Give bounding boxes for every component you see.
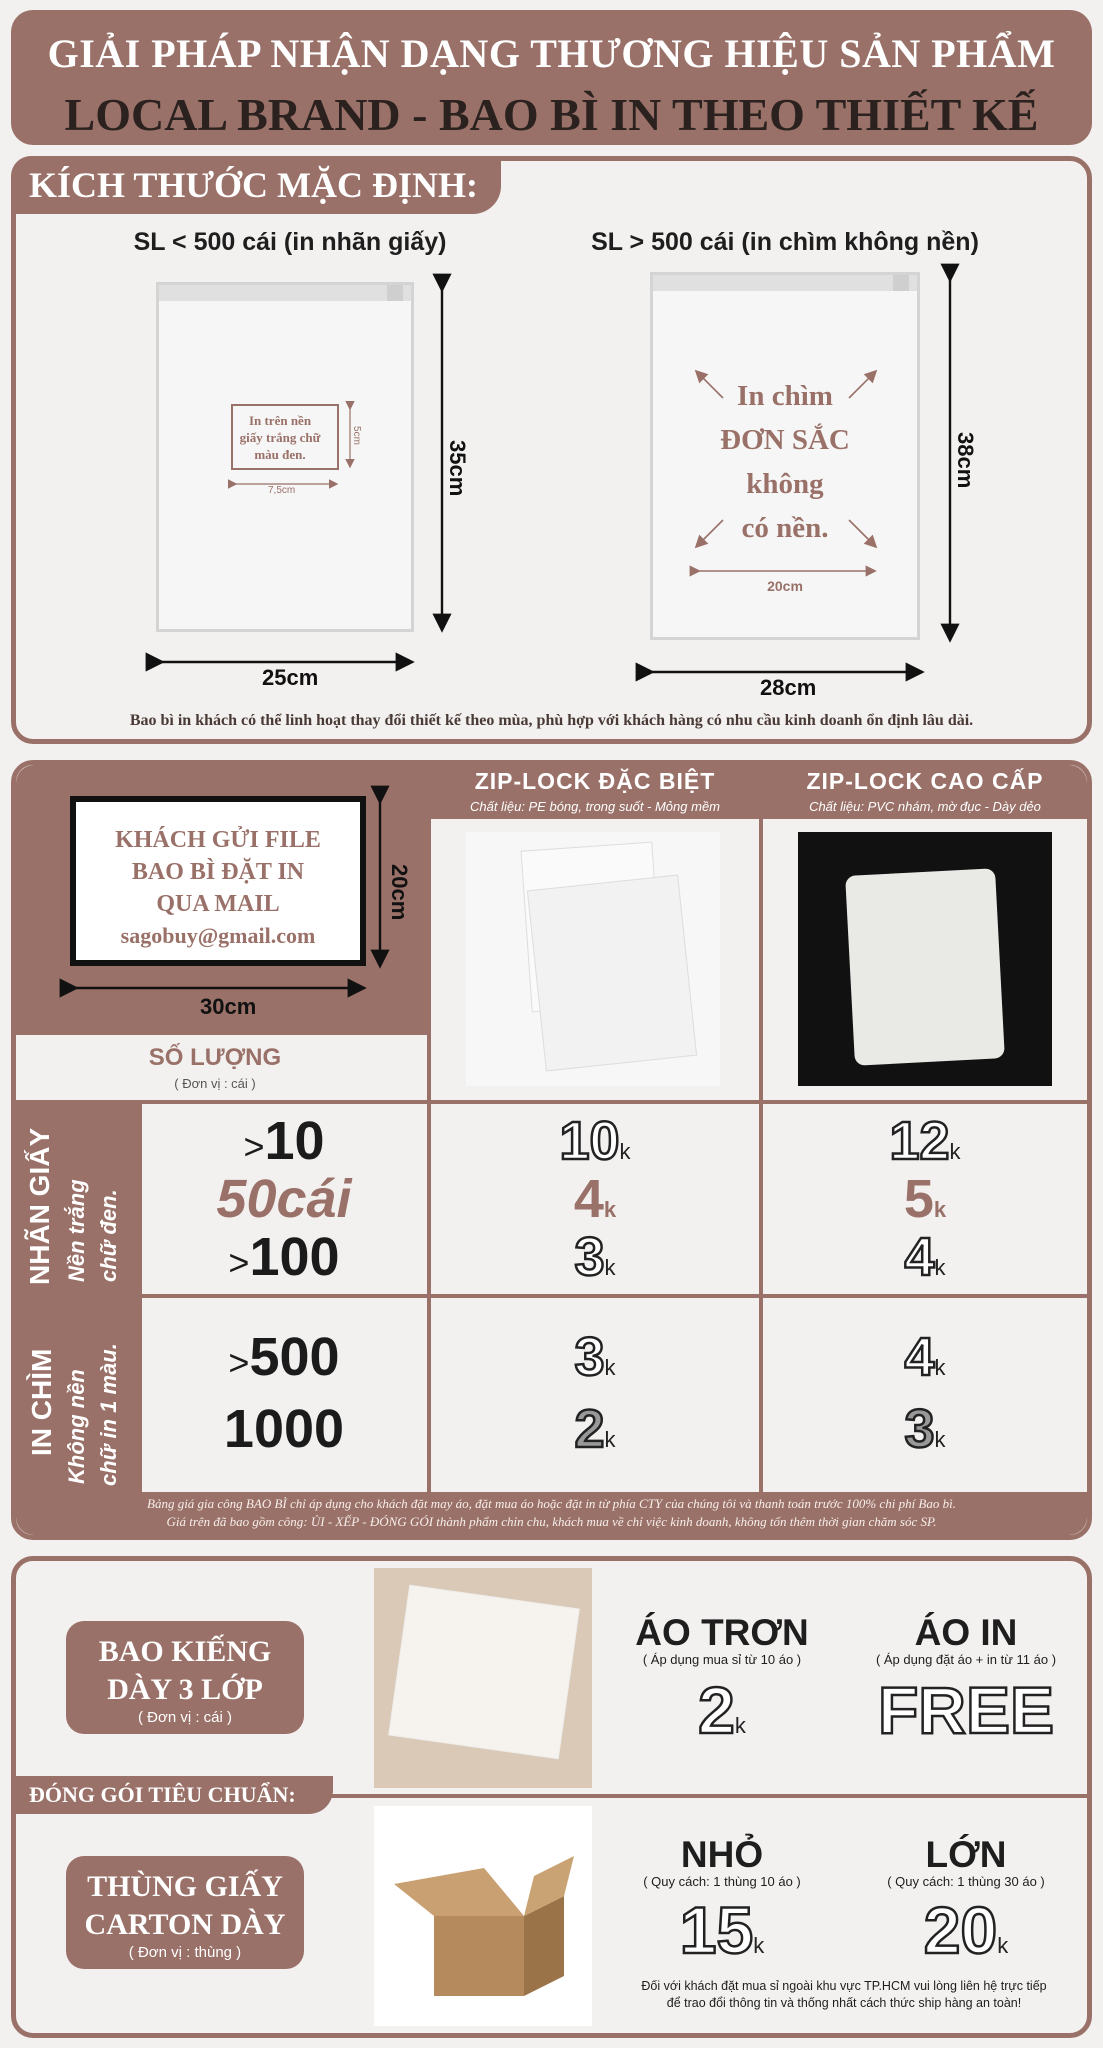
glass-bag-label [66,1621,304,1734]
g1-qty-3: >100 [228,1227,340,1287]
carton-unit: ( Đơn vị : thùng ) [128,1944,242,1961]
emboss-line-3: không [746,468,824,500]
plain-shirt-sub: ( Áp dụng mua sỉ từ 10 áo ) [642,1652,802,1667]
carton-label [66,1856,304,1969]
g2-c1-p1: 3k [574,1327,616,1387]
g1-c1-p1: 10k [559,1111,631,1171]
file-box-email[interactable]: sagobuy@gmail.com [120,923,316,948]
right-size-title: SL > 500 cái (in chìm không nền) [591,228,979,256]
g1-c2-p3: 4k [904,1227,946,1287]
left-width-label: 25cm [262,665,319,690]
col2-subtitle: Chất liệu: PVC nhám, mờ đục - Dày dẻo [809,799,1041,814]
label-width: 7,5cm [268,485,296,496]
g1-c2-p2: 5k [903,1169,947,1229]
emboss-line-4: có nền. [741,512,829,544]
g2-qty-1: >500 [228,1327,340,1387]
zip-frosted-photo [798,832,1052,1086]
g2-c2-p1: 4k [904,1327,946,1387]
shipping-note-2: để trao đổi thông tin và thống nhất cách thức ship hàng an toàn! [666,1996,1022,2010]
glass-bag-unit: ( Đơn vị : cái ) [137,1709,232,1726]
file-box-line-1: KHÁCH GỬI FILE [115,827,321,853]
right-height-label: 38cm [953,432,978,489]
file-box-height: 20cm [387,864,412,921]
carton-line-1: THÙNG GIẤY [87,1870,283,1903]
standard-packing-tab: ĐÓNG GÓI TIÊU CHUẨN: [11,1776,333,1814]
col1-title: ZIP-LOCK ĐẶC BIỆT [474,768,716,794]
printed-shirt-title: ÁO IN [914,1612,1018,1653]
group1-sub1: Nền trắng [64,1179,89,1282]
group2-sub1: Không nền [64,1369,89,1484]
g2-c2-p2: 3k [904,1399,946,1459]
small-carton-sub: ( Quy cách: 1 thùng 10 áo ) [643,1874,801,1889]
large-carton-title: LỚN [925,1834,1007,1875]
g1-qty-1: >10 [243,1111,325,1171]
size-note: Bao bì in khách có thể linh hoạt thay đổi thiết kế theo mùa, phù hợp với khách hàng có nhu cầu kinh doanh ổn định lâu dài. [129,712,974,729]
g2-qty-2: 1000 [223,1399,345,1459]
size-arrows [0,0,1103,760]
col2-title: ZIP-LOCK CAO CẤP [806,768,1044,794]
left-size-title: SL < 500 cái (in nhãn giấy) [133,228,447,256]
left-height-label: 35cm [445,440,470,497]
g1-c2-p1: 12k [889,1111,961,1171]
small-carton-price: 15k [679,1893,765,1967]
small-carton-title: NHỎ [680,1834,764,1875]
right-width-label: 28cm [760,675,817,700]
g1-c1-p3: 3k [574,1227,616,1287]
file-box-line-3: QUA MAIL [156,891,280,917]
printed-shirt-price: FREE [877,1673,1055,1747]
file-box-line-2: BAO BÌ ĐẶT IN [131,859,305,885]
price-note-1: Bảng giá gia công BAO BÌ chỉ áp dụng cho khách đặt may áo, đặt mua áo hoặc đặt in từ phía CTY của chúng tôi và thanh toán trước 100% chi phí Bao bì. [147,1496,956,1511]
file-box-width: 30cm [200,994,257,1019]
header-line-1: GIẢI PHÁP NHẬN DẠNG THƯƠNG HIỆU SẢN PHẨM [47,31,1056,76]
plain-shirt-price: 2k [698,1673,746,1747]
emboss-width: 20cm [767,578,803,594]
emboss-line-2: ĐƠN SẮC [720,424,850,456]
shipping-note [600,1978,1088,2012]
g1-qty-2: 50cái [216,1169,352,1229]
qty-unit: ( Đơn vị : cái ) [174,1076,256,1091]
carton-box-photo [374,1806,592,2026]
shipping-note-1: Đối với khách đặt mua sỉ ngoài khu vực TP.HCM vui lòng liên hệ trực tiếp [641,1979,1047,1993]
g1-c1-p2: 4k [573,1169,617,1229]
group2-sub2: chữ in 1 màu. [96,1343,121,1486]
carton-line-2: CARTON DÀY [84,1908,286,1941]
group2-title: IN CHÌM [26,1348,57,1456]
g2-c1-p2: 2k [574,1399,616,1459]
qty-header: SỐ LƯỢNG [148,1044,282,1071]
emboss-line-1: In chìm [737,380,833,412]
size-tab: KÍCH THƯỚC MẶC ĐỊNH: [11,156,501,214]
col1-subtitle: Chất liệu: PE bóng, trong suốt - Mỏng mềm [469,799,720,814]
zip-clear-photo [466,832,720,1086]
glass-bag-line-1: BAO KIẾNG [98,1635,272,1668]
price-note-2: Giá trên đã bao gồm công: ỦI - XẾP - ĐÓNG GÓI thành phẩm chỉn chu, khách mua về chỉ việc kinh doanh, không tốn thêm thời gian chăm sóc SP. [166,1514,937,1529]
paper-label-box: In trên nền giấy trắng chữ màu đen. [231,404,339,470]
file-box-arrows [0,760,430,1010]
group1-title: NHÃN GIẤY [24,1127,55,1285]
header-line-2: LOCAL BRAND - BAO BÌ IN THEO THIẾT KẾ [64,89,1039,140]
label-height: 5cm [350,426,362,445]
glass-bag-line-2: DÀY 3 LỚP [107,1673,263,1706]
glass-bag-photo [374,1568,592,1788]
plain-shirt-title: ÁO TRƠN [635,1612,809,1653]
large-carton-sub: ( Quy cách: 1 thùng 30 áo ) [887,1874,1045,1889]
group1-sub2: chữ đen. [96,1189,121,1282]
large-carton-price: 20k [923,1893,1009,1967]
printed-shirt-sub: ( Áp dụng đặt áo + in từ 11 áo ) [875,1652,1057,1667]
